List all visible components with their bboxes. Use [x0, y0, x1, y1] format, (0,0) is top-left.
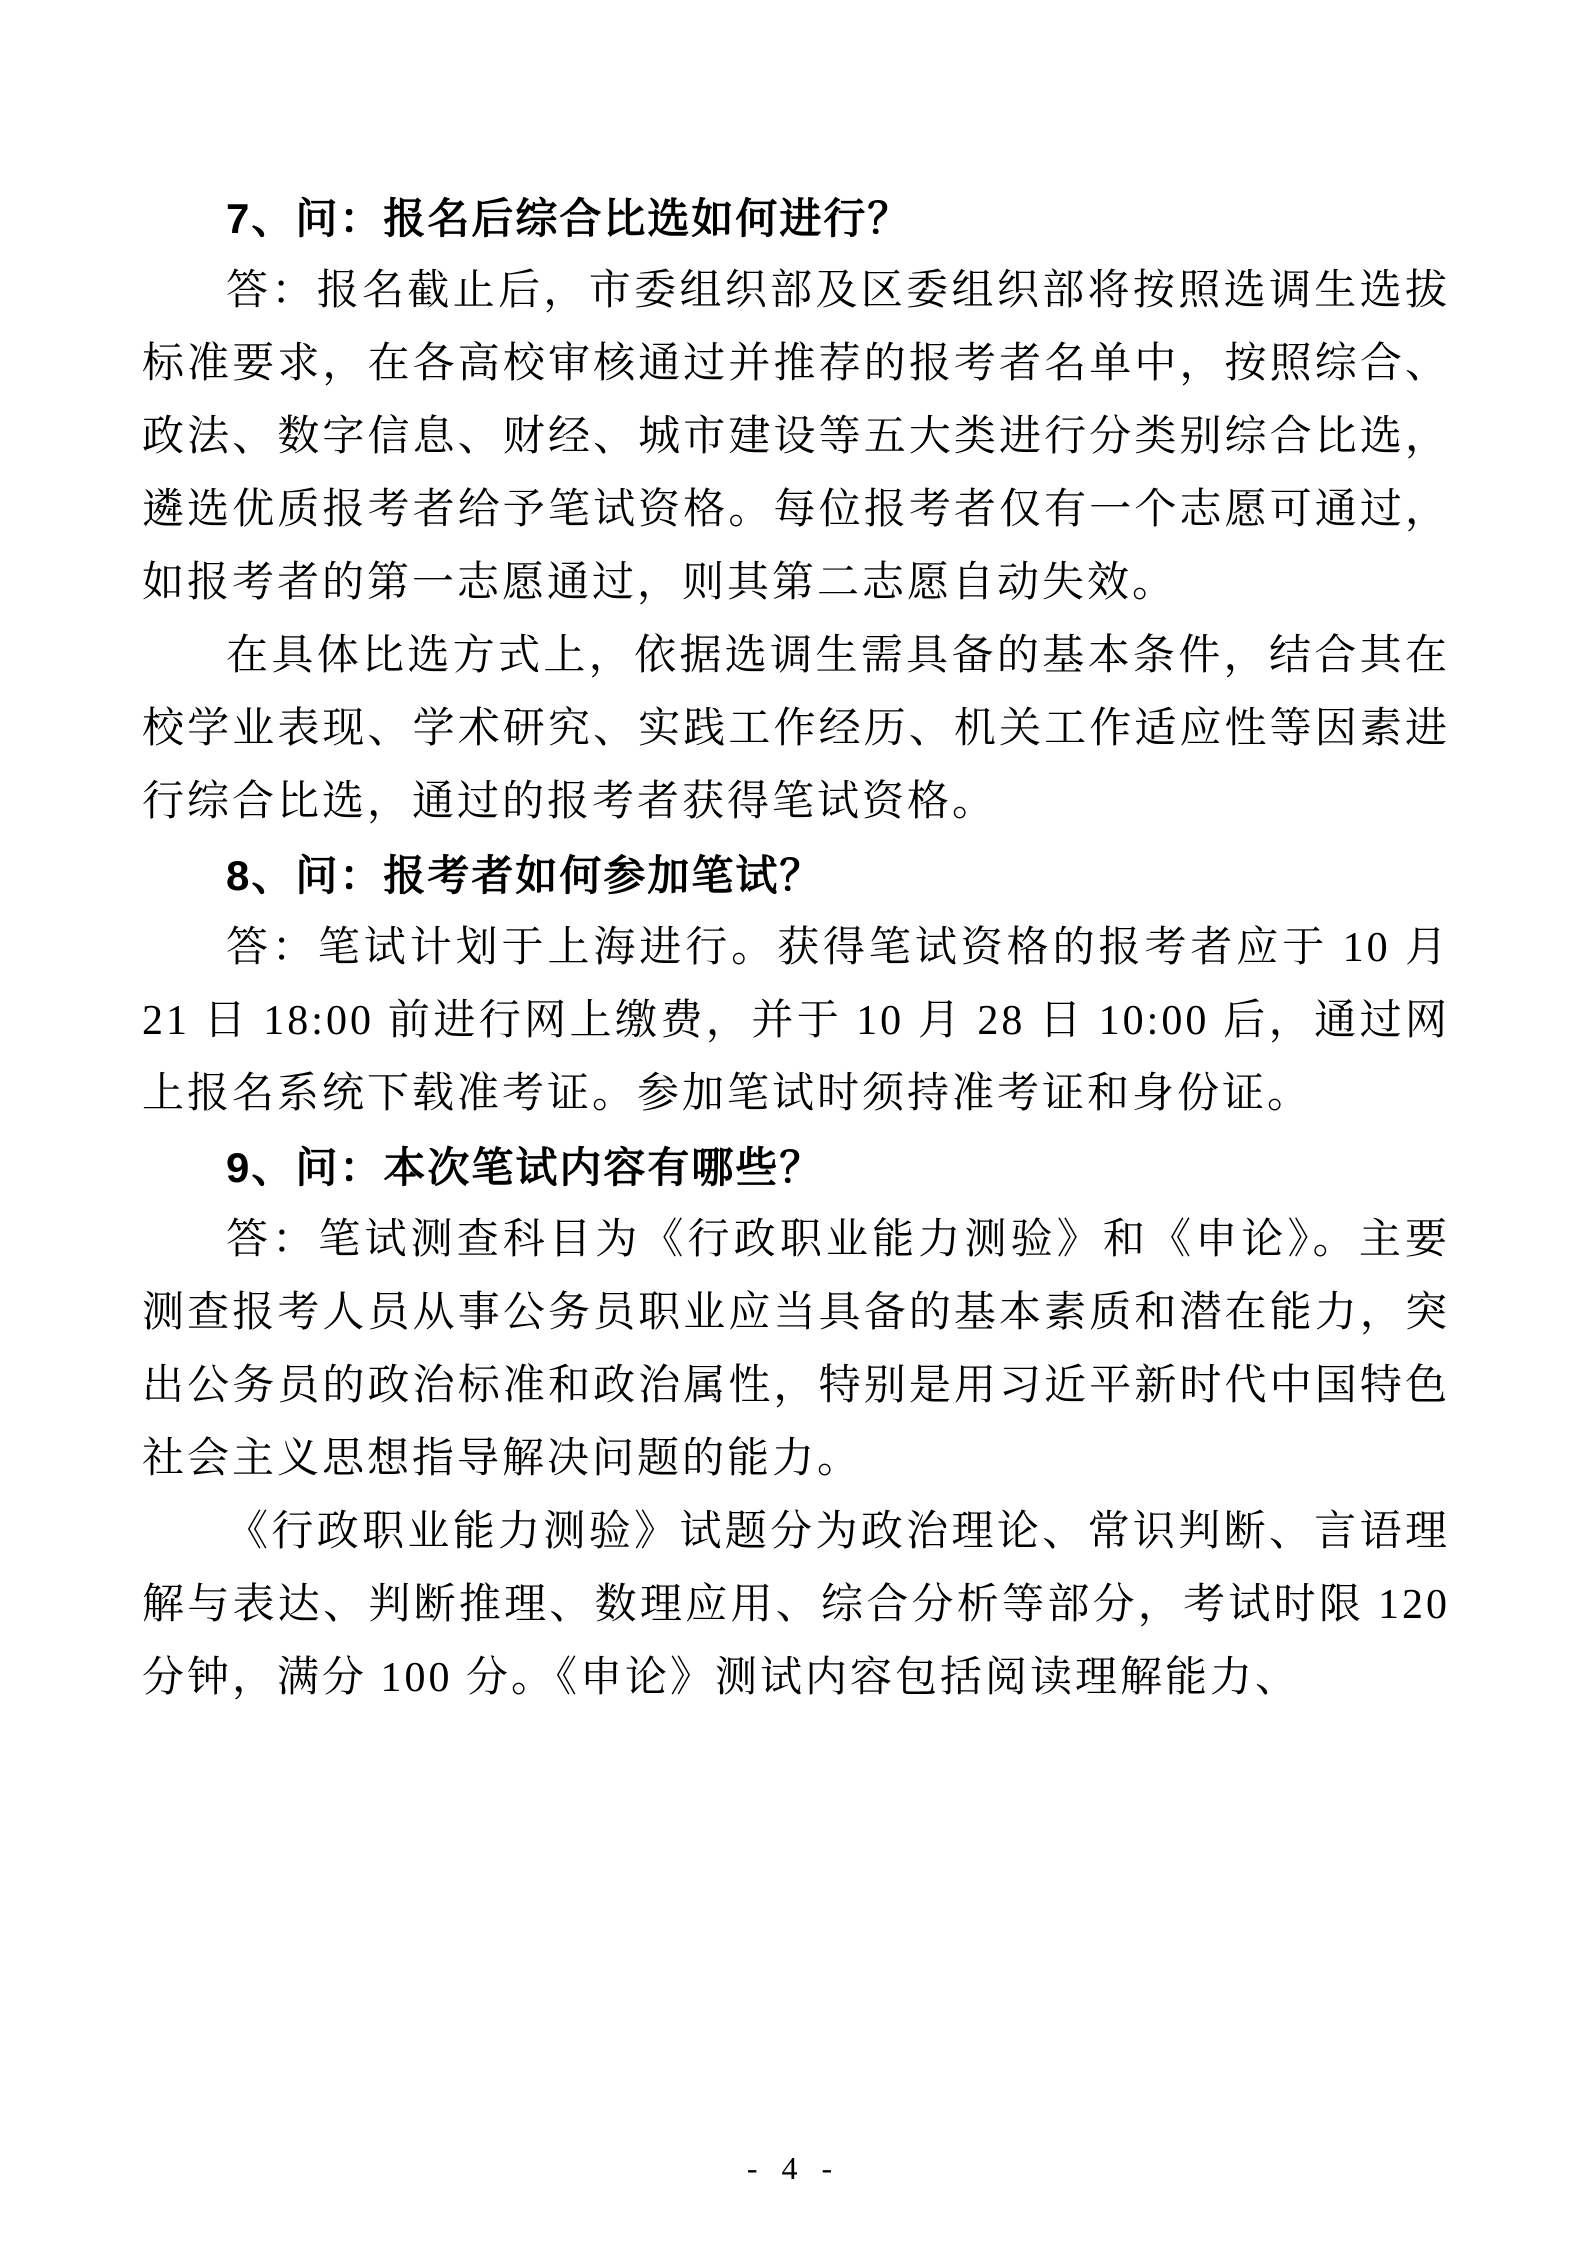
page-number: - 4 -: [746, 2150, 841, 2186]
answer-9-paragraph-2: 《行政职业能力测验》试题分为政治理论、常识判断、言语理解与表达、判断推理、数理应用、综合分析等部分，考试时限 120 分钟，满分 100 分。《申论》测试内容包括阅读理解能力、: [142, 1509, 1450, 1701]
answer-8-paragraph: 答：笔试计划于上海进行。获得笔试资格的报考者应于 10 月 21 日 18:00 前进行网上缴费，并于 10 月 28 日 10:00 后，通过网上报名系统下载准考证。参加笔试时须持准考证和身份证。: [142, 925, 1450, 1117]
document-body: [142, 182, 1450, 1715]
question-7-heading: 7、问：报名后综合比选如何进行？: [226, 195, 912, 242]
question-9-heading: 9、问：本次笔试内容有哪些？: [226, 1144, 824, 1191]
question-8-heading: 8、问：报考者如何参加笔试？: [226, 852, 824, 899]
answer-7-paragraph-2: 在具体比选方式上，依据选调生需具备的基本条件，结合其在校学业表现、学术研究、实践工作经历、机关工作适应性等因素进行综合比选，通过的报考者获得笔试资格。: [142, 633, 1450, 825]
answer-9-paragraph-1: 答：笔试测查科目为《行政职业能力测验》和《申论》。主要测查报考人员从事公务员职业应当具备的基本素质和潜在能力，突出公务员的政治标准和政治属性，特别是用习近平新时代中国特色社会主义思想指导解决问题的能力。: [142, 1217, 1450, 1482]
answer-7-paragraph-1: 答：报名截止后，市委组织部及区委组织部将按照选调生选拔标准要求，在各高校审核通过并推荐的报考者名单中，按照综合、政法、数字信息、财经、城市建设等五大类进行分类别综合比选，遴选优质报考者给予笔试资格。每位报考者仅有一个志愿可通过，如报考者的第一志愿通过，则其第二志愿自动失效。: [142, 268, 1450, 606]
